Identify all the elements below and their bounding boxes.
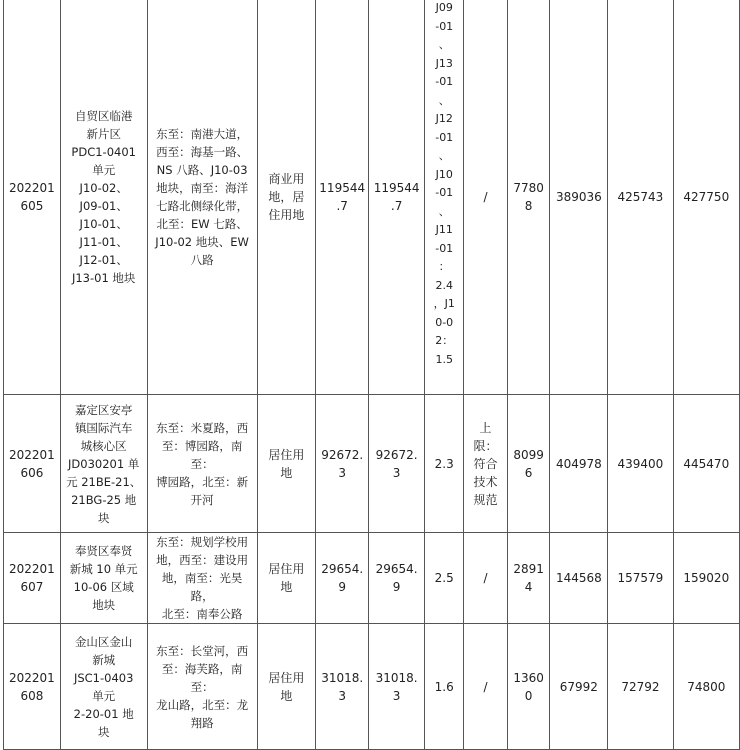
table-cell bbox=[673, 533, 739, 624]
parcel-id: 202201 606 bbox=[8, 447, 55, 480]
table-cell bbox=[464, 0, 507, 395]
value-1: 7780 8 bbox=[513, 180, 544, 213]
value-1: 8099 6 bbox=[513, 447, 544, 480]
value-3: 72792 bbox=[621, 679, 660, 694]
parcel-id: 202201 608 bbox=[8, 670, 55, 703]
table-cell bbox=[673, 395, 739, 533]
table-cell bbox=[507, 0, 550, 395]
land-area-2: 31018. 3 bbox=[375, 670, 418, 703]
parcel-location: 自贸区临港 新片区 PDC1-0401 单元 J10-02、 J09-01、 J10-01、 J11-01、 J12-01、 J13-01 地块 bbox=[71, 108, 136, 285]
plot-ratio: 1.6 bbox=[434, 679, 454, 694]
value-3: 425743 bbox=[617, 189, 664, 204]
value-4: 427750 bbox=[683, 189, 730, 204]
value-4: 74800 bbox=[687, 679, 726, 694]
parcel-location: 嘉定区安亭 镇国际汽车 城核心区 JD030201 单 元 21BE-21、 21BG-25 地 块 bbox=[66, 402, 142, 525]
land-use: 居住用 地 bbox=[268, 447, 305, 480]
land-area-2: 29654. 9 bbox=[375, 562, 418, 594]
table-row bbox=[4, 395, 740, 533]
table-cell bbox=[316, 0, 369, 395]
table-cell bbox=[4, 533, 61, 624]
parcel-id: 202201 607 bbox=[8, 562, 55, 594]
table-cell bbox=[550, 533, 608, 624]
table-cell bbox=[425, 395, 464, 533]
value-2: 67992 bbox=[559, 679, 598, 694]
parcel-location: 金山区金山 新城 JSC1-0403 单元 2-20-01 地 块 bbox=[73, 634, 134, 739]
land-use: 居住用 地 bbox=[268, 562, 305, 594]
table-cell bbox=[4, 0, 61, 395]
table-cell bbox=[673, 0, 739, 395]
table-cell bbox=[608, 0, 673, 395]
table-row bbox=[4, 533, 740, 624]
value-3: 157579 bbox=[617, 571, 664, 585]
value-3: 439400 bbox=[617, 456, 664, 471]
plot-ratio: 2.3 bbox=[434, 456, 454, 471]
table-cell bbox=[425, 0, 464, 395]
table-cell bbox=[60, 395, 147, 533]
table-cell bbox=[147, 0, 257, 395]
value-4: 445470 bbox=[683, 456, 730, 471]
table-cell bbox=[60, 0, 147, 395]
table-cell bbox=[425, 533, 464, 624]
parcel-id: 202201 605 bbox=[8, 180, 55, 213]
table-cell bbox=[369, 0, 425, 395]
table-row bbox=[4, 0, 740, 395]
table-cell bbox=[464, 533, 507, 624]
parcel-location: 奉贤区奉贤 新城 10 单元 10-06 区域 地块 bbox=[69, 544, 138, 612]
parcel-boundaries: 东至：规划学校用 地，西至：建设用 地，南至：光昊路， 北至：南奉公路 bbox=[156, 535, 249, 621]
table-cell bbox=[257, 0, 316, 395]
table-cell bbox=[608, 533, 673, 624]
table-cell bbox=[60, 533, 147, 624]
table-cell bbox=[257, 395, 316, 533]
table-cell bbox=[608, 395, 673, 533]
table-cell bbox=[369, 533, 425, 624]
parcel-boundaries: 东至：米夏路，西 至：博园路，南至： 博园路，北至：新 开河 bbox=[156, 420, 249, 507]
value-2: 144568 bbox=[555, 571, 602, 585]
table-cell bbox=[316, 395, 369, 533]
plot-ratio: J09 -01 、 J13 -01 、 J12 -01 、 J10 -01 、 J11 -01 ： 2.4 ，J1 0-0 2： 1.5 bbox=[433, 1, 455, 366]
value-4: 159020 bbox=[683, 571, 730, 585]
table-cell bbox=[550, 395, 608, 533]
plot-ratio: 2.5 bbox=[434, 571, 454, 585]
land-area: 92672. 3 bbox=[321, 447, 364, 480]
land-area: 29654. 9 bbox=[321, 562, 364, 594]
table-cell bbox=[464, 395, 507, 533]
parcel-boundaries: 东至：长堂河，西 至：海芙路，南至： 龙山路，北至：龙 翔路 bbox=[156, 643, 249, 730]
table-cell bbox=[147, 533, 257, 624]
value-2: 404978 bbox=[555, 456, 602, 471]
value-1: 1360 0 bbox=[513, 670, 544, 703]
parcel-boundaries: 东至：南港大道， 西至：海基一路、 NS 八路、J10-03 地块，南至：海洋 七路北侧绿化带， 北至：EW 七路、 J10-02 地块、EW 八路 bbox=[155, 126, 249, 267]
land-parcel-table bbox=[3, 0, 740, 750]
height-limit: / bbox=[483, 679, 488, 694]
height-limit: / bbox=[483, 189, 488, 204]
value-1: 2891 4 bbox=[513, 562, 544, 594]
value-2: 389036 bbox=[555, 189, 602, 204]
land-use: 商业用 地，居 住用地 bbox=[268, 171, 305, 222]
table-cell bbox=[4, 395, 61, 533]
table-cell bbox=[507, 533, 550, 624]
table-cell bbox=[507, 395, 550, 533]
height-limit: 上 限： 符合 技术 规范 bbox=[473, 420, 498, 507]
land-area-2: 92672. 3 bbox=[375, 447, 418, 480]
table-cell bbox=[550, 0, 608, 395]
table-cell bbox=[369, 395, 425, 533]
table-cell bbox=[147, 395, 257, 533]
table-cell bbox=[257, 533, 316, 624]
land-use: 居住用 地 bbox=[268, 670, 305, 703]
land-area-2: 119544 .7 bbox=[373, 180, 420, 213]
height-limit: / bbox=[483, 571, 488, 585]
land-area: 31018. 3 bbox=[321, 670, 364, 703]
table-cell bbox=[316, 533, 369, 624]
land-area: 119544 .7 bbox=[319, 180, 366, 213]
